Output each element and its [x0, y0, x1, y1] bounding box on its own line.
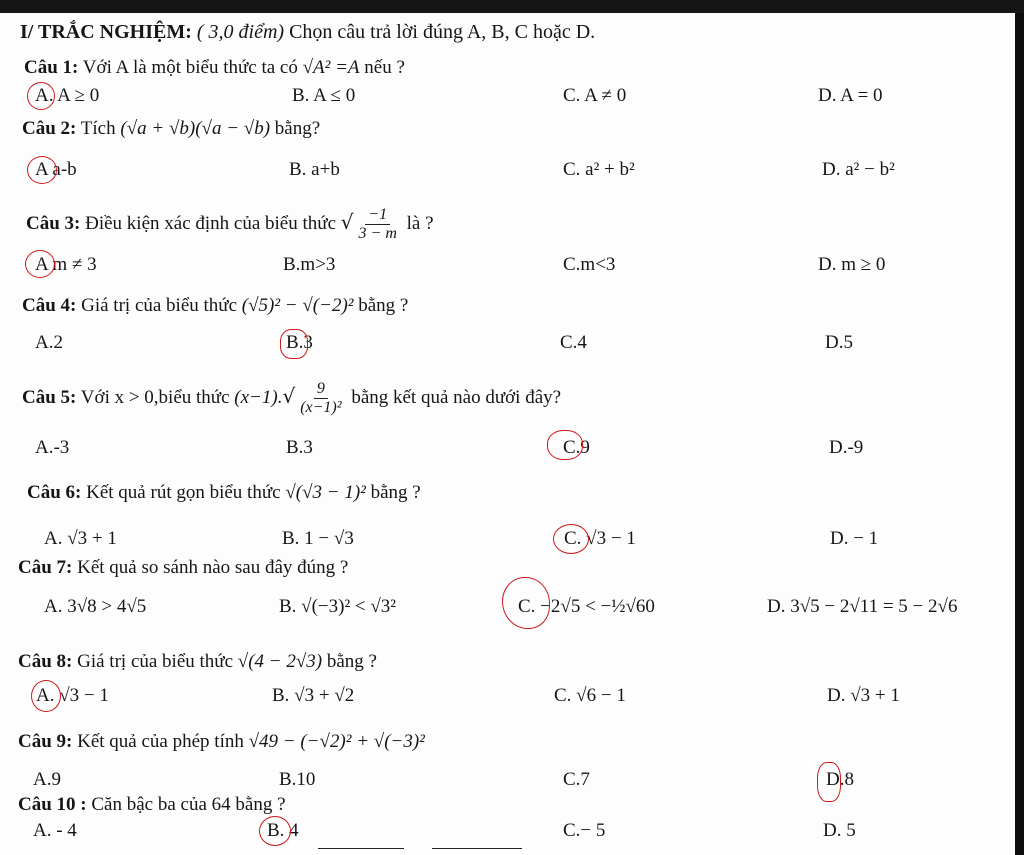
- section-title: I/ TRẮC NGHIỆM:: [20, 21, 192, 43]
- section-header: [20, 20, 595, 44]
- q1-option-c[interactable]: C. A ≠ 0: [563, 85, 627, 106]
- fraction-numerator: 9: [314, 380, 328, 399]
- section-instruction: Chọn câu trả lời đúng A, B, C hoặc D.: [289, 21, 596, 43]
- question-math: √(4 − 2√3): [237, 651, 323, 672]
- q2-option-d[interactable]: D. a² − b²: [822, 159, 895, 180]
- question-label: Câu 1:: [24, 57, 79, 78]
- question-stem: Kết quả của phép tính: [77, 731, 244, 752]
- q3-option-d[interactable]: D. m ≥ 0: [818, 254, 886, 275]
- fraction-denominator: 3 − m: [358, 225, 397, 242]
- question-math: √(√3 − 1)²: [285, 482, 366, 503]
- question-stem: Căn bậc ba của 64 bằng ?: [91, 794, 286, 815]
- question-6: [27, 481, 421, 505]
- question-stem: Giá trị của biểu thức: [81, 295, 238, 316]
- q5-option-b[interactable]: B.3: [286, 437, 313, 458]
- question-stem: Kết quả so sánh nào sau đây đúng ?: [77, 557, 349, 578]
- cutoff-line: [432, 848, 522, 850]
- cutoff-line: [318, 848, 404, 850]
- question-8: [18, 650, 377, 674]
- question-stem-end: bằng kết quả nào dưới đây?: [351, 386, 562, 408]
- question-stem-end: bằng ?: [358, 295, 409, 316]
- question-stem: Điều kiện xác định của biểu thức: [85, 212, 337, 234]
- question-10: [18, 793, 286, 817]
- question-stem-end: bằng?: [274, 118, 321, 139]
- q2-option-b[interactable]: B. a+b: [289, 159, 340, 180]
- q6-option-d[interactable]: D. − 1: [830, 528, 879, 549]
- q9-option-b[interactable]: B.10: [279, 769, 316, 790]
- q7-option-a[interactable]: A. 3√8 > 4√5: [44, 596, 147, 617]
- question-stem-end: nếu ?: [364, 57, 405, 78]
- question-math: √49 − (−√2)² + √(−3)²: [248, 731, 425, 752]
- question-label: Câu 6:: [27, 482, 82, 503]
- question-label: Câu 2:: [22, 118, 77, 139]
- q6-option-a[interactable]: A. √3 + 1: [44, 528, 117, 549]
- question-label: Câu 4:: [22, 295, 77, 316]
- question-9: [18, 730, 425, 754]
- question-stem: Giá trị của biểu thức: [77, 651, 234, 672]
- question-stem: Tích: [80, 118, 116, 139]
- q5-option-d[interactable]: D.-9: [829, 437, 864, 458]
- question-label: Câu 7:: [18, 557, 73, 578]
- radical-sign: √: [282, 383, 296, 408]
- q1-option-d[interactable]: D. A = 0: [818, 85, 883, 106]
- q9-option-d[interactable]: D.8: [826, 769, 854, 790]
- q10-option-c[interactable]: C.− 5: [563, 820, 606, 841]
- q9-option-c[interactable]: C.7: [563, 769, 590, 790]
- q2-option-a[interactable]: A a-b: [35, 159, 77, 180]
- section-points: ( 3,0 điểm): [196, 21, 285, 43]
- question-3: [26, 206, 434, 243]
- question-label: Câu 10 :: [18, 794, 87, 815]
- question-math: (√a + √b)(√a − √b): [120, 118, 271, 139]
- fraction-denominator: (x−1)²: [300, 399, 342, 416]
- question-stem-end: bằng ?: [370, 482, 421, 503]
- q5-option-c[interactable]: C.9: [563, 437, 590, 458]
- radical-sign: √: [340, 209, 354, 234]
- question-stem: Với A là một biểu thức ta có: [82, 57, 298, 78]
- q10-option-d[interactable]: D. 5: [823, 820, 856, 841]
- q3-option-b[interactable]: B.m>3: [283, 254, 336, 275]
- question-stem: Với x > 0,biểu thức: [80, 386, 230, 408]
- q7-option-d[interactable]: D. 3√5 − 2√11 = 5 − 2√6: [767, 596, 958, 617]
- question-stem: Kết quả rút gọn biểu thức: [86, 482, 281, 503]
- q10-option-a[interactable]: A. - 4: [33, 820, 77, 841]
- q8-option-d[interactable]: D. √3 + 1: [827, 685, 900, 706]
- question-4: [22, 294, 408, 318]
- q6-option-c[interactable]: C. √3 − 1: [564, 528, 636, 549]
- question-1: [24, 56, 405, 80]
- question-label: Câu 5:: [22, 386, 77, 408]
- right-edge-strip: [1015, 13, 1024, 855]
- question-2: [22, 117, 320, 141]
- q9-option-a[interactable]: A.9: [33, 769, 61, 790]
- top-bar: [0, 0, 1024, 13]
- q4-option-b[interactable]: B.3: [286, 332, 313, 353]
- question-7: [18, 556, 348, 580]
- question-stem-end: bằng ?: [326, 651, 377, 672]
- q1-option-a[interactable]: A. A ≥ 0: [35, 85, 100, 106]
- question-label: Câu 8:: [18, 651, 73, 672]
- q3-option-a[interactable]: A m ≠ 3: [35, 254, 97, 275]
- question-fraction: [356, 206, 400, 243]
- question-fraction: [297, 380, 344, 417]
- question-stem-end: là ?: [406, 212, 434, 234]
- q2-option-c[interactable]: C. a² + b²: [563, 159, 635, 180]
- q8-option-b[interactable]: B. √3 + √2: [272, 685, 355, 706]
- q5-option-a[interactable]: A.-3: [35, 437, 70, 458]
- q4-option-d[interactable]: D.5: [825, 332, 853, 353]
- q4-option-a[interactable]: A.2: [35, 332, 63, 353]
- fraction-numerator: −1: [365, 206, 390, 225]
- question-label: Câu 9:: [18, 731, 73, 752]
- q7-option-c[interactable]: C. −2√5 < −½√60: [518, 596, 655, 617]
- question-math: √A² =A: [302, 57, 360, 78]
- q10-option-b[interactable]: B. 4: [267, 820, 299, 841]
- question-label: Câu 3:: [26, 212, 81, 234]
- question-math: (√5)² − √(−2)²: [241, 295, 354, 316]
- question-5: [22, 380, 561, 417]
- q8-option-c[interactable]: C. √6 − 1: [554, 685, 626, 706]
- q7-option-b[interactable]: B. √(−3)² < √3²: [279, 596, 397, 617]
- q8-option-a[interactable]: A. √3 − 1: [36, 685, 109, 706]
- q6-option-b[interactable]: B. 1 − √3: [282, 528, 354, 549]
- q4-option-c[interactable]: C.4: [560, 332, 587, 353]
- q3-option-c[interactable]: C.m<3: [563, 254, 616, 275]
- question-math: (x−1).: [234, 386, 283, 408]
- q1-option-b[interactable]: B. A ≤ 0: [292, 85, 356, 106]
